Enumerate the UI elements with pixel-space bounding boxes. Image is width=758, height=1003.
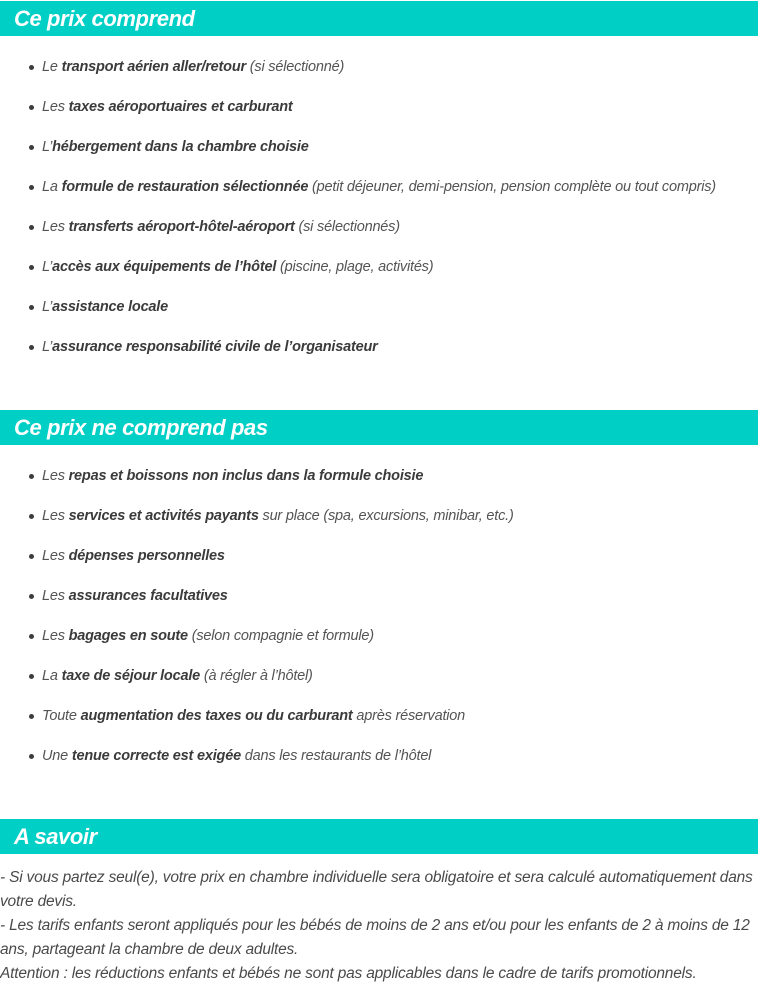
item-text-pre: L’ xyxy=(42,339,53,355)
item-text-bold: assistance locale xyxy=(52,299,168,315)
item-text-post: (à régler à l’hôtel) xyxy=(200,668,313,684)
item-text-pre: Les xyxy=(42,628,69,644)
item-text-post: après réservation xyxy=(352,708,466,724)
section-header-not-included xyxy=(0,410,758,445)
item-text-post: (si sélectionné) xyxy=(245,59,345,75)
section-title-included: Ce prix comprend xyxy=(14,5,195,31)
item-text-pre: Toute xyxy=(42,708,81,724)
section-title-notes: A savoir xyxy=(14,823,97,849)
item-text-pre: La xyxy=(42,179,62,195)
item-text-pre: La xyxy=(42,668,62,684)
item-text-bold: services et activités payants xyxy=(68,508,259,524)
list-item xyxy=(0,88,750,128)
item-text-pre: Les xyxy=(42,99,69,115)
section-header-included xyxy=(0,1,758,36)
list-item xyxy=(0,248,750,288)
list-item xyxy=(0,657,750,697)
notes-paragraph: - Les tarifs enfants seront appliqués pour les bébés de moins de 2 ans et/ou pour les enfants de 2 à moins de 12 ans, partageant la chambre de deux adultes. xyxy=(0,917,750,958)
item-text-bold: transport aérien aller/retour xyxy=(61,59,246,75)
item-text-post: (piscine, plage, activités) xyxy=(276,259,434,275)
item-text-bold: assurance responsabilité civile de l’organisateur xyxy=(52,339,378,355)
notes-paragraph: - Si vous partez seul(e), votre prix en chambre individuelle sera obligatoire et sera calculé automatiquement dans votre devis. xyxy=(0,869,753,910)
item-text-bold: hébergement dans la chambre choisie xyxy=(52,139,309,155)
list-item xyxy=(0,128,750,168)
item-text-pre: Une xyxy=(42,748,72,764)
item-text-pre: L’ xyxy=(42,259,53,275)
list-item xyxy=(0,208,750,248)
section-title-not-included: Ce prix ne comprend pas xyxy=(14,414,268,440)
item-text-bold: dépenses personnelles xyxy=(68,548,225,564)
item-text-bold: repas et boissons non inclus dans la formule choisie xyxy=(68,468,424,484)
item-text-post: sur place (spa, excursions, minibar, etc.) xyxy=(258,508,514,524)
item-text-bold: tenue correcte est exigée xyxy=(71,748,241,764)
not-included-list xyxy=(0,457,758,777)
list-item xyxy=(0,48,750,88)
item-text-pre: Les xyxy=(42,219,69,235)
item-text-bold: transferts aéroport-hôtel-aéroport xyxy=(68,219,295,235)
item-text-pre: Les xyxy=(42,468,69,484)
item-text-pre: Le xyxy=(42,59,62,75)
list-item xyxy=(0,328,750,368)
item-text-bold: augmentation des taxes ou du carburant xyxy=(80,708,353,724)
list-item xyxy=(0,457,750,497)
item-text-post: (selon compagnie et formule) xyxy=(187,628,374,644)
item-text-pre: L’ xyxy=(42,299,53,315)
included-list xyxy=(0,48,758,368)
list-item xyxy=(0,537,750,577)
list-item xyxy=(0,288,750,328)
item-text-bold: formule de restauration sélectionnée xyxy=(61,179,309,195)
item-text-bold: accès aux équipements de l’hôtel xyxy=(52,259,277,275)
notes-paragraph: Attention : les réductions enfants et bébés ne sont pas applicables dans le cadre de tarifs promotionnels. xyxy=(0,965,697,982)
item-text-pre: L’ xyxy=(42,139,53,155)
notes-text xyxy=(0,866,758,986)
item-text-bold: taxe de séjour locale xyxy=(61,668,201,684)
item-text-post: dans les restaurants de l’hôtel xyxy=(240,748,432,764)
list-item xyxy=(0,737,750,777)
list-item xyxy=(0,577,750,617)
item-text-post: (petit déjeuner, demi-pension, pension complète ou tout compris) xyxy=(308,179,716,195)
list-item xyxy=(0,168,750,208)
section-header-notes xyxy=(0,819,758,854)
item-text-bold: bagages en soute xyxy=(68,628,188,644)
item-text-pre: Les xyxy=(42,588,69,604)
item-text-pre: Les xyxy=(42,548,69,564)
list-item xyxy=(0,617,750,657)
list-item xyxy=(0,497,750,537)
item-text-post: (si sélectionnés) xyxy=(294,219,400,235)
item-text-bold: assurances facultatives xyxy=(68,588,228,604)
list-item xyxy=(0,697,750,737)
item-text-bold: taxes aéroportuaires et carburant xyxy=(68,99,293,115)
item-text-pre: Les xyxy=(42,508,69,524)
